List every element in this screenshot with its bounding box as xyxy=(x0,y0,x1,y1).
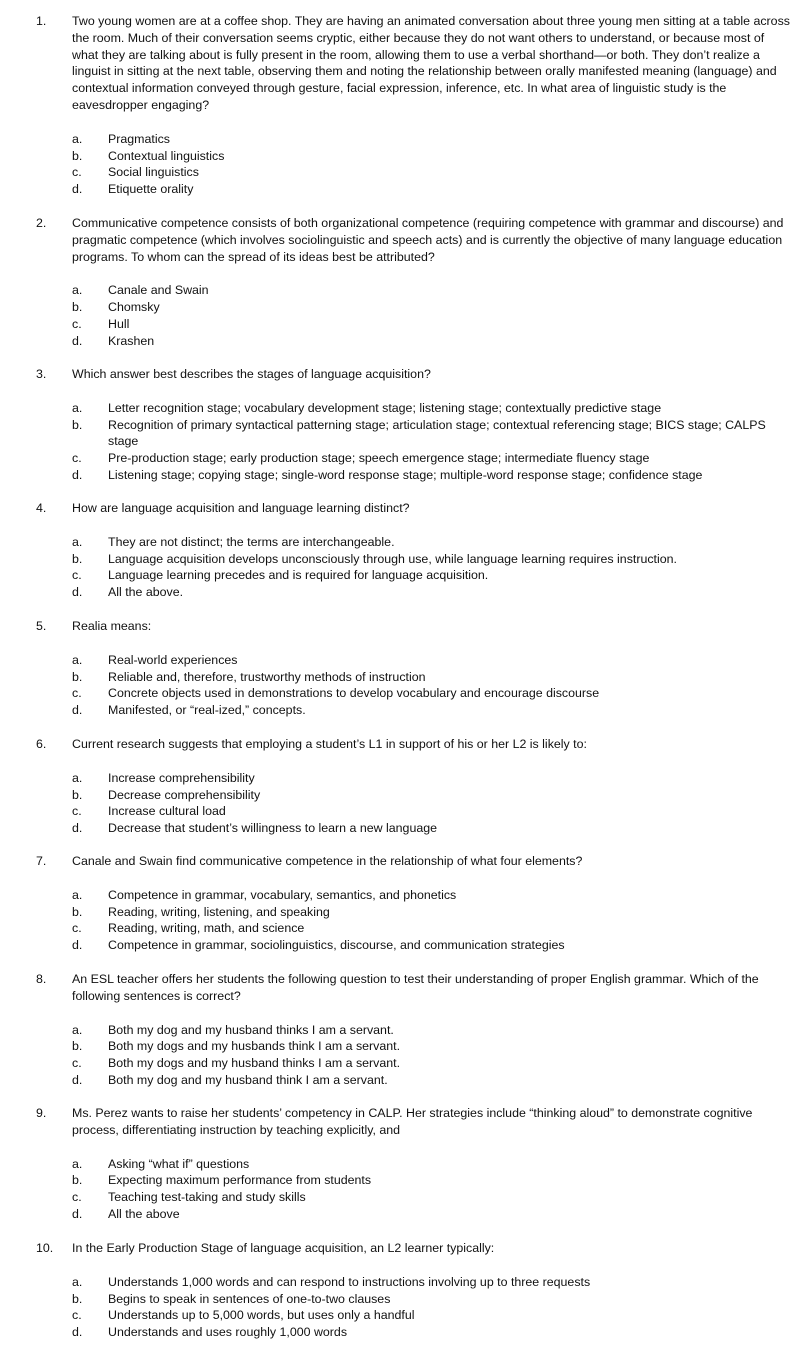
option-letter: b. xyxy=(72,300,83,315)
option-text: Increase cultural load xyxy=(108,804,226,819)
answer-option xyxy=(0,1038,792,1055)
option-text: Both my dog and my husband think I am a servant. xyxy=(108,1072,388,1087)
option-text: Pre-production stage; early production stage; speech emergence stage; intermediate fluency stage xyxy=(108,451,650,466)
option-letter: d. xyxy=(72,703,83,718)
question-number: 5. xyxy=(36,619,47,633)
answer-option xyxy=(0,1291,792,1308)
option-letter: a. xyxy=(72,770,83,785)
option-letter: a. xyxy=(72,1274,83,1289)
option-letter: d. xyxy=(72,333,83,348)
question-number: 4. xyxy=(36,501,47,515)
option-letter: c. xyxy=(72,165,82,180)
option-letter: c. xyxy=(72,1056,82,1071)
answer-option xyxy=(0,450,792,467)
answer-option xyxy=(0,551,792,568)
option-letter: c. xyxy=(72,316,82,331)
option-letter: d. xyxy=(72,1206,83,1221)
answer-options xyxy=(0,887,792,954)
answer-option xyxy=(0,887,792,904)
option-letter: d. xyxy=(72,467,83,482)
option-text: Letter recognition stage; vocabulary development stage; listening stage; contextually predictive stage xyxy=(108,400,662,415)
answer-option xyxy=(0,702,792,719)
answer-option xyxy=(0,820,792,837)
option-letter: b. xyxy=(72,1173,83,1188)
question-4 xyxy=(0,500,792,601)
option-text: Both my dog and my husband thinks I am a servant. xyxy=(108,1022,394,1037)
question-text: Ms. Perez wants to raise her students’ competency in CALP. Her strategies include “thinking aloud” to demonstrate cognitive process, differentiating instruction by teaching explicitly, and xyxy=(72,1106,753,1137)
option-text: Both my dogs and my husbands think I am a servant. xyxy=(108,1039,401,1054)
question-text: Current research suggests that employing a student’s L1 in support of his or her L2 is likely to: xyxy=(72,737,587,751)
answer-option xyxy=(0,181,792,198)
option-text: Krashen xyxy=(108,333,155,348)
option-letter: a. xyxy=(72,131,83,146)
option-letter: b. xyxy=(72,148,83,163)
option-letter: b. xyxy=(72,904,83,919)
answer-option xyxy=(0,1324,792,1341)
answer-options xyxy=(0,1156,792,1223)
option-letter: a. xyxy=(72,1022,83,1037)
answer-options xyxy=(0,1022,792,1089)
answer-option xyxy=(0,652,792,669)
answer-option xyxy=(0,1055,792,1072)
question-number: 7. xyxy=(36,854,47,868)
answer-option xyxy=(0,299,792,316)
question-1 xyxy=(0,13,792,198)
answer-option xyxy=(0,787,792,804)
answer-option xyxy=(0,1206,792,1223)
option-letter: d. xyxy=(72,938,83,953)
answer-option xyxy=(0,770,792,787)
option-text: Understands and uses roughly 1,000 words xyxy=(108,1325,348,1340)
option-text: Reliable and, therefore, trustworthy methods of instruction xyxy=(108,669,426,684)
option-text: Reading, writing, listening, and speaking xyxy=(108,904,330,919)
question-text: An ESL teacher offers her students the following question to test their understanding of proper English grammar. Which of the following sentences is correct? xyxy=(72,972,759,1003)
answer-option xyxy=(0,685,792,702)
question-10 xyxy=(0,1240,792,1341)
option-text: Understands 1,000 words and can respond to instructions involving up to three requests xyxy=(108,1274,591,1289)
question-8 xyxy=(0,971,792,1089)
option-text: Expecting maximum performance from students xyxy=(108,1173,372,1188)
answer-option xyxy=(0,417,792,451)
option-text: Decrease that student’s willingness to learn a new language xyxy=(108,821,438,836)
answer-option xyxy=(0,1307,792,1324)
option-letter: a. xyxy=(72,283,83,298)
question-3 xyxy=(0,366,792,484)
option-letter: a. xyxy=(72,1156,83,1171)
question-5 xyxy=(0,618,792,719)
answer-option xyxy=(0,937,792,954)
option-text: Listening stage; copying stage; single-word response stage; multiple-word response stage; confidence stage xyxy=(108,467,703,482)
answer-options xyxy=(0,131,792,198)
answer-option xyxy=(0,920,792,937)
option-letter: c. xyxy=(72,1308,82,1323)
answer-options xyxy=(0,1274,792,1341)
answer-options xyxy=(0,534,792,601)
question-number: 9. xyxy=(36,1106,47,1120)
answer-option xyxy=(0,534,792,551)
option-text: They are not distinct; the terms are interchangeable. xyxy=(108,534,395,549)
option-letter: c. xyxy=(72,921,82,936)
option-text: Concrete objects used in demonstrations to develop vocabulary and encourage discourse xyxy=(108,686,600,701)
option-text: Hull xyxy=(108,316,130,331)
option-letter: b. xyxy=(72,1039,83,1054)
answer-option xyxy=(0,467,792,484)
question-text: Which answer best describes the stages of language acquisition? xyxy=(72,367,431,381)
option-text: Contextual linguistics xyxy=(108,148,225,163)
question-number: 2. xyxy=(36,216,47,230)
option-text: Reading, writing, math, and science xyxy=(108,921,305,936)
option-text: All the above xyxy=(108,1206,180,1221)
option-letter: a. xyxy=(72,534,83,549)
answer-option xyxy=(0,1072,792,1089)
option-text: Manifested, or “real-ized,” concepts. xyxy=(108,703,306,718)
option-letter: a. xyxy=(72,887,83,902)
question-number: 1. xyxy=(36,14,47,28)
option-text: Recognition of primary syntactical patterning stage; articulation stage; contextual referencing stage; BICS stage; CALPS stage xyxy=(108,417,766,449)
option-letter: a. xyxy=(72,652,83,667)
option-text: Etiquette orality xyxy=(108,182,194,197)
answer-option xyxy=(0,803,792,820)
answer-options xyxy=(0,282,792,349)
option-letter: c. xyxy=(72,568,82,583)
option-text: Begins to speak in sentences of one-to-two clauses xyxy=(108,1291,391,1306)
answer-options xyxy=(0,400,792,484)
option-text: Both my dogs and my husband thinks I am a servant. xyxy=(108,1056,401,1071)
option-text: Real-world experiences xyxy=(108,652,238,667)
answer-option xyxy=(0,333,792,350)
option-text: Competence in grammar, sociolinguistics, discourse, and communication strategies xyxy=(108,938,565,953)
option-text: Social linguistics xyxy=(108,165,199,180)
answer-option xyxy=(0,316,792,333)
answer-option xyxy=(0,282,792,299)
option-letter: b. xyxy=(72,551,83,566)
option-letter: d. xyxy=(72,1072,83,1087)
option-letter: c. xyxy=(72,686,82,701)
answer-option xyxy=(0,1172,792,1189)
answer-option xyxy=(0,567,792,584)
answer-option xyxy=(0,131,792,148)
answer-option xyxy=(0,584,792,601)
option-text: Decrease comprehensibility xyxy=(108,787,261,802)
answer-options xyxy=(0,652,792,719)
question-number: 3. xyxy=(36,367,47,381)
option-letter: d. xyxy=(72,585,83,600)
option-letter: b. xyxy=(72,669,83,684)
answer-option xyxy=(0,148,792,165)
answer-option xyxy=(0,1156,792,1173)
question-7 xyxy=(0,853,792,954)
option-letter: d. xyxy=(72,182,83,197)
question-text: In the Early Production Stage of language acquisition, an L2 learner typically: xyxy=(72,1241,495,1255)
answer-option xyxy=(0,1022,792,1039)
question-2 xyxy=(0,215,792,350)
answer-option xyxy=(0,669,792,686)
option-letter: b. xyxy=(72,787,83,802)
option-letter: b. xyxy=(72,1291,83,1306)
option-letter: a. xyxy=(72,400,83,415)
question-number: 6. xyxy=(36,737,47,751)
question-text: Realia means: xyxy=(72,619,152,633)
option-letter: c. xyxy=(72,451,82,466)
answer-option xyxy=(0,400,792,417)
option-text: Language learning precedes and is required for language acquisition. xyxy=(108,568,489,583)
option-text: Canale and Swain xyxy=(108,283,209,298)
option-text: Asking “what if” questions xyxy=(108,1156,250,1171)
question-number: 8. xyxy=(36,972,47,986)
answer-option xyxy=(0,904,792,921)
option-letter: c. xyxy=(72,1190,82,1205)
question-9 xyxy=(0,1105,792,1223)
option-text: Pragmatics xyxy=(108,131,170,146)
question-text: Canale and Swain find communicative competence in the relationship of what four elements? xyxy=(72,854,583,868)
option-text: Teaching test-taking and study skills xyxy=(108,1190,306,1205)
answer-option xyxy=(0,1189,792,1206)
option-text: Increase comprehensibility xyxy=(108,770,255,785)
question-6 xyxy=(0,736,792,837)
answer-option xyxy=(0,164,792,181)
option-letter: b. xyxy=(72,417,83,432)
question-text: How are language acquisition and language learning distinct? xyxy=(72,501,410,515)
option-letter: c. xyxy=(72,804,82,819)
answer-option xyxy=(0,1274,792,1291)
option-text: Language acquisition develops unconsciously through use, while language learning requires instruction. xyxy=(108,551,677,566)
option-text: All the above. xyxy=(108,585,184,600)
question-number: 10. xyxy=(36,1241,54,1255)
option-letter: d. xyxy=(72,821,83,836)
question-text: Communicative competence consists of both organizational competence (requiring competence with grammar and discourse) and pragmatic competence (which involves sociolinguistic and speech acts) and is currently the objective of many language education programs. To whom can the spread of its ideas best be attributed? xyxy=(72,216,784,264)
option-text: Competence in grammar, vocabulary, semantics, and phonetics xyxy=(108,887,457,902)
question-text: Two young women are at a coffee shop. They are having an animated conversation about three young men sitting at a table across the room. Much of their conversation seems cryptic, either because they do not want others to understand, or because most of what they are talking about is fully present in the room, allowing them to use a verbal shorthand—or both. They don’t realize a linguist in sitting at the next table, observing them and noting the relationship between orally manifested meaning (language) and contextual information conveyed through gesture, facial expression, inference, etc. In what area of linguistic study is the eavesdropper engaging? xyxy=(72,14,790,112)
answer-options xyxy=(0,770,792,837)
option-letter: d. xyxy=(72,1325,83,1340)
option-text: Understands up to 5,000 words, but uses only a handful xyxy=(108,1308,415,1323)
option-text: Chomsky xyxy=(108,300,160,315)
